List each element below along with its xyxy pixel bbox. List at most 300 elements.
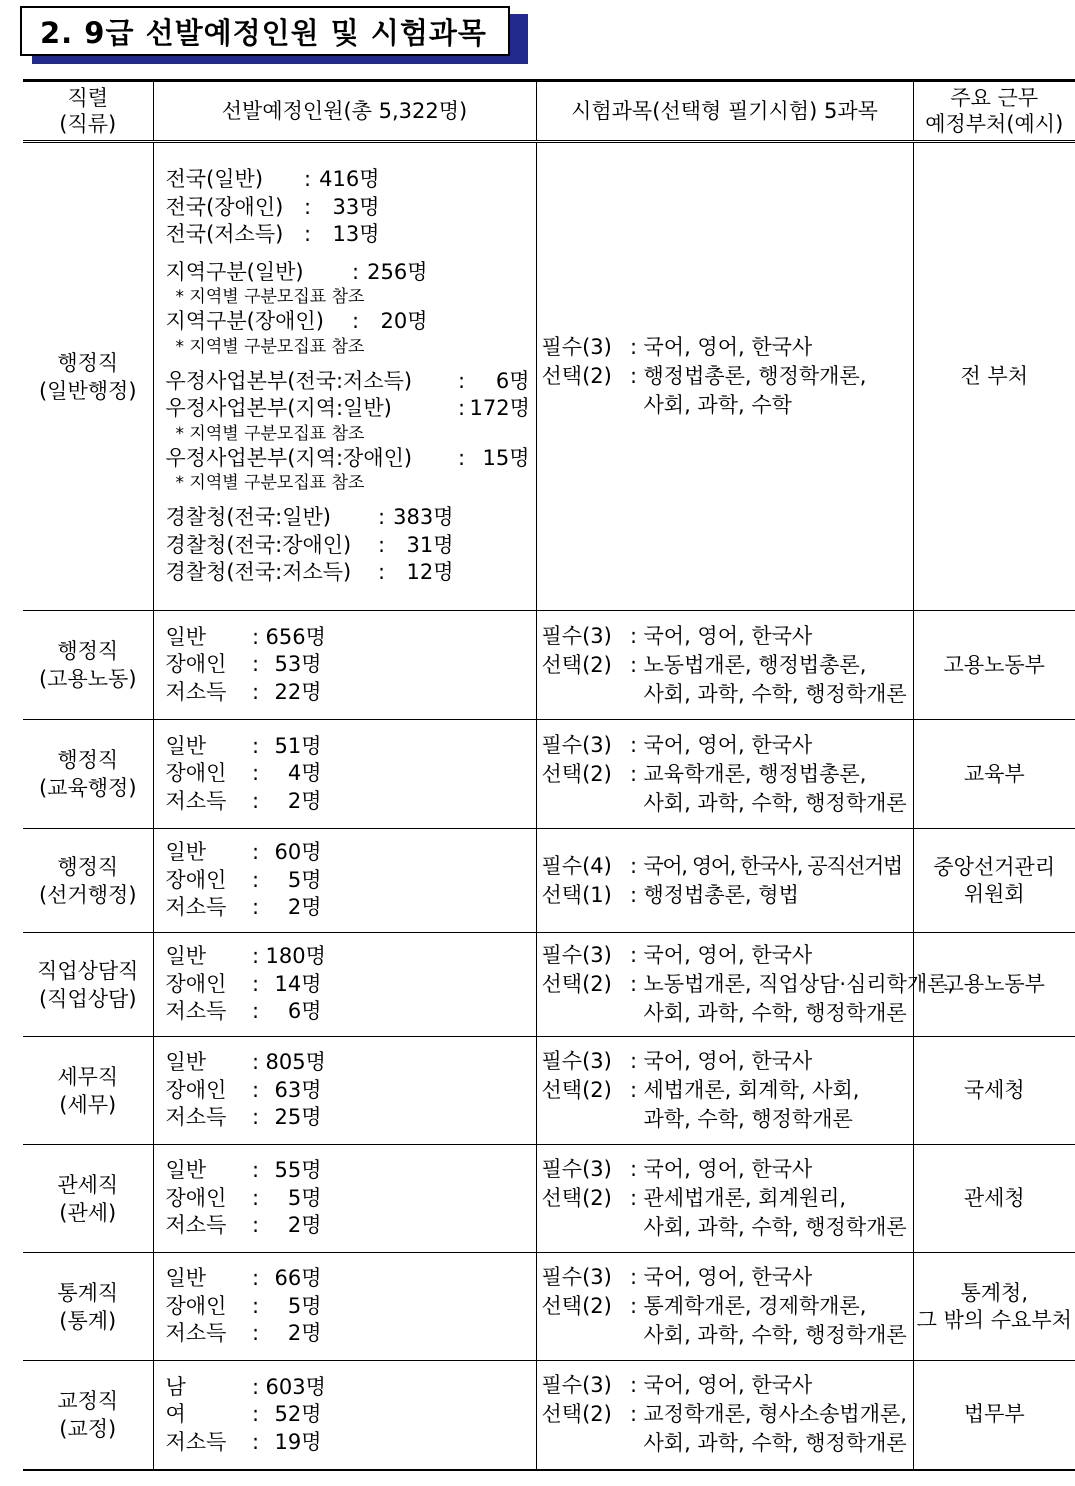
- position-line: 행정직: [57, 748, 119, 772]
- count-colon: :: [251, 1321, 260, 1346]
- count-label: 우정사업본부(지역:장애인): [165, 445, 413, 470]
- elective-continuation: [542, 789, 913, 818]
- count-value: 22명: [274, 679, 322, 704]
- required-colon: :: [629, 1049, 638, 1073]
- required-line: [542, 1047, 913, 1076]
- count-cell: [153, 1145, 536, 1253]
- count-line: [166, 1212, 536, 1240]
- elective-subjects: 세법개론, 회계학, 사회,: [643, 1078, 860, 1102]
- count-value: 603명: [265, 1374, 326, 1399]
- count-colon: :: [457, 396, 466, 421]
- elective-colon: :: [629, 761, 638, 786]
- count-value: 15명: [482, 445, 530, 470]
- elective-label: 선택(2): [541, 364, 612, 388]
- count-colon: :: [251, 652, 260, 677]
- dept-line: 중앙선거관리: [933, 854, 1056, 879]
- count-label: 전국(저소득): [165, 222, 284, 247]
- required-colon: :: [629, 732, 638, 757]
- position-cell: [23, 611, 153, 720]
- count-label: 여: [165, 1402, 186, 1426]
- count-colon: :: [251, 733, 260, 758]
- count-label: 장애인: [165, 971, 227, 996]
- elective-subjects: 행정법총론, 행정학개론,: [643, 364, 867, 388]
- elective-line: [542, 1400, 913, 1429]
- position-line: (일반행정): [38, 378, 137, 403]
- count-value: 383명: [393, 505, 454, 530]
- section-title: 2. 9급 선발예정인원 및 시험과목: [20, 6, 510, 56]
- count-colon: :: [251, 1374, 260, 1399]
- elective-subjects: 사회, 과학, 수학, 행정학개론: [643, 790, 907, 815]
- count-label: 저소득: [165, 1321, 227, 1346]
- count-colon: :: [251, 1213, 260, 1238]
- dept-cell: [913, 1037, 1075, 1145]
- count-value: 63명: [274, 1077, 322, 1102]
- required-subjects: 국어, 영어, 한국사: [643, 1373, 813, 1398]
- position-line: 통계직: [57, 1280, 119, 1305]
- count-line: [166, 368, 536, 396]
- required-subjects: 국어, 영어, 한국사: [643, 1157, 813, 1181]
- dept-line: 고용노동부: [943, 972, 1045, 996]
- count-value: 25명: [274, 1105, 322, 1130]
- count-value: 2명: [287, 1213, 322, 1238]
- count-group: [166, 1049, 536, 1132]
- count-value: 656명: [265, 624, 326, 649]
- elective-line: [542, 362, 913, 391]
- subjects-cell: [536, 142, 913, 611]
- count-line: [166, 998, 536, 1026]
- count-label: 경찰청(전국:장애인): [165, 532, 352, 557]
- position-line: 행정직: [57, 639, 119, 663]
- elective-label: 선택(2): [541, 1294, 612, 1318]
- header-dept-line2: 예정부처(예시): [925, 112, 1064, 136]
- count-line: [166, 1265, 536, 1293]
- dept-cell: [913, 829, 1075, 933]
- required-label: 필수(3): [541, 732, 612, 757]
- count-colon: :: [251, 624, 260, 649]
- elective-subjects: 교육학개론, 행정법총론,: [643, 761, 867, 786]
- count-value: 4명: [287, 761, 322, 786]
- section-title-box: [20, 6, 528, 64]
- count-line: [166, 559, 536, 587]
- elective-subjects: 관세법개론, 회계원리,: [643, 1186, 847, 1210]
- elective-line: [542, 651, 913, 680]
- count-colon: :: [303, 222, 312, 247]
- required-line: [542, 731, 913, 760]
- count-value: 2명: [287, 788, 322, 813]
- required-colon: :: [629, 853, 638, 878]
- count-line: [166, 166, 536, 194]
- count-line: [166, 259, 536, 287]
- count-label: 저소득: [165, 999, 227, 1024]
- count-colon: :: [251, 999, 260, 1024]
- count-value: 805명: [265, 1050, 326, 1075]
- count-line: [166, 504, 536, 532]
- dept-line: 고용노동부: [943, 652, 1045, 677]
- position-cell: [23, 1037, 153, 1145]
- count-value: 55명: [274, 1158, 322, 1183]
- elective-subjects: 노동법개론, 직업상담·심리학개론,: [643, 972, 955, 996]
- dept-cell: [913, 611, 1075, 720]
- elective-subjects: 사회, 과학, 수학, 행정학개론: [643, 1001, 907, 1025]
- count-group: [166, 166, 536, 249]
- count-line: [166, 1077, 536, 1105]
- count-label: 일반: [165, 944, 207, 969]
- elective-line: [542, 760, 913, 789]
- position-line: (교육행정): [38, 776, 137, 800]
- required-label: 필수(3): [541, 623, 612, 648]
- count-colon: :: [351, 309, 360, 334]
- elective-subjects: 사회, 과학, 수학, 행정학개론: [643, 1323, 907, 1347]
- count-label: 저소득: [165, 1213, 227, 1238]
- count-line: [166, 1401, 536, 1429]
- subjects-cell: [536, 1145, 913, 1253]
- position-line: 행정직: [57, 350, 119, 375]
- count-label: 장애인: [165, 867, 227, 892]
- table-row: [23, 1145, 1075, 1253]
- count-colon: :: [251, 1185, 260, 1210]
- position-line: (선거행정): [38, 882, 137, 907]
- count-label: 저소득: [165, 679, 227, 704]
- elective-continuation: [542, 999, 913, 1028]
- count-value: 5명: [287, 1293, 322, 1318]
- elective-continuation: [542, 680, 913, 709]
- dept-line: 관세청: [963, 1186, 1025, 1210]
- count-label: 지역구분(일반): [165, 259, 304, 284]
- count-cell: [153, 933, 536, 1037]
- count-label: 전국(일반): [165, 167, 264, 192]
- count-line: [166, 971, 536, 999]
- elective-colon: :: [629, 1186, 638, 1210]
- table-row: [23, 611, 1075, 720]
- count-colon: :: [377, 560, 386, 585]
- count-colon: :: [251, 1402, 260, 1426]
- count-label: 일반: [165, 840, 207, 865]
- count-group: [166, 504, 536, 587]
- count-line: [166, 760, 536, 788]
- position-line: 세무직: [57, 1064, 119, 1089]
- table-row: [23, 720, 1075, 829]
- count-group: [166, 839, 536, 922]
- count-label: 장애인: [165, 1293, 227, 1318]
- required-subjects: 국어, 영어, 한국사: [643, 335, 813, 359]
- subjects-cell: [536, 829, 913, 933]
- elective-subjects: 노동법개론, 행정법총론,: [643, 652, 867, 677]
- elective-label: 선택(2): [541, 1402, 612, 1427]
- required-colon: :: [629, 623, 638, 648]
- elective-line: [542, 1076, 913, 1105]
- elective-line: [542, 881, 913, 910]
- elective-label: 선택(2): [541, 761, 612, 786]
- count-colon: :: [251, 1050, 260, 1075]
- count-line: [166, 445, 536, 473]
- count-label: 저소득: [165, 788, 227, 813]
- position-cell: [23, 1145, 153, 1253]
- elective-colon: :: [629, 1402, 638, 1427]
- elective-subjects: 과학, 수학, 행정학개론: [643, 1107, 853, 1131]
- required-label: 필수(3): [541, 335, 612, 359]
- subjects-cell: [536, 720, 913, 829]
- count-value: 14명: [274, 971, 322, 996]
- count-line: [166, 194, 536, 222]
- header-dept-line1: 주요 근무: [950, 86, 1039, 110]
- position-line: (교정): [59, 1416, 117, 1441]
- count-label: 일반: [165, 1050, 207, 1075]
- count-value: 172명: [469, 396, 530, 421]
- position-cell: [23, 720, 153, 829]
- required-subjects: 국어, 영어, 한국사, 공직선거법: [643, 853, 902, 878]
- required-line: [542, 941, 913, 970]
- count-label: 장애인: [165, 1185, 227, 1210]
- elective-subjects: 행정법총론, 형법: [643, 882, 799, 907]
- count-value: 256명: [367, 259, 428, 284]
- position-line: (세무): [59, 1092, 117, 1117]
- count-line: [166, 1320, 536, 1348]
- count-value: 12명: [406, 560, 454, 585]
- count-colon: :: [251, 1105, 260, 1130]
- count-colon: :: [377, 505, 386, 530]
- elective-colon: :: [629, 882, 638, 907]
- count-group: [166, 368, 536, 495]
- subjects-cell: [536, 611, 913, 720]
- required-line: [542, 622, 913, 651]
- count-group: [166, 1265, 536, 1348]
- count-line: [166, 943, 536, 971]
- count-label: 우정사업본부(지역:일반): [165, 396, 392, 421]
- header-subjects: 시험과목(선택형 필기시험) 5과목: [536, 81, 913, 142]
- count-colon: :: [251, 1077, 260, 1102]
- table-row: [23, 142, 1075, 611]
- count-group: [166, 1157, 536, 1240]
- elective-colon: :: [629, 1078, 638, 1102]
- dept-line: 그 밖의 수요부처: [916, 1307, 1072, 1332]
- table-row: [23, 1037, 1075, 1145]
- count-colon: :: [457, 368, 466, 393]
- required-label: 필수(3): [541, 1157, 612, 1181]
- dept-cell: [913, 1361, 1075, 1470]
- required-colon: :: [629, 1265, 638, 1289]
- elective-continuation: [542, 1321, 913, 1350]
- required-line: [542, 1371, 913, 1400]
- required-line: [542, 333, 913, 362]
- count-label: 장애인: [165, 1077, 227, 1102]
- table-row: [23, 1253, 1075, 1361]
- count-label: 일반: [165, 624, 207, 649]
- elective-continuation: [542, 391, 913, 420]
- count-line: [166, 867, 536, 895]
- count-line: [166, 1185, 536, 1213]
- count-value: 31명: [406, 532, 454, 557]
- position-line: (관세): [59, 1200, 117, 1225]
- dept-line: 법무부: [963, 1402, 1025, 1427]
- elective-label: 선택(2): [541, 1186, 612, 1210]
- position-cell: [23, 1253, 153, 1361]
- position-cell: [23, 933, 153, 1037]
- dept-line: 전 부처: [960, 364, 1029, 388]
- count-value: 5명: [287, 1185, 322, 1210]
- count-cell: [153, 142, 536, 611]
- count-line: [166, 733, 536, 761]
- count-label: 남: [165, 1374, 186, 1399]
- elective-label: 선택(2): [541, 1078, 612, 1102]
- count-label: 일반: [165, 1158, 207, 1183]
- count-note: * 지역별 구분모집표 참조: [175, 336, 365, 357]
- dept-cell: [913, 1145, 1075, 1253]
- count-colon: :: [377, 532, 386, 557]
- elective-line: [542, 1292, 913, 1321]
- count-value: 52명: [274, 1402, 322, 1426]
- count-cell: [153, 1253, 536, 1361]
- count-group: [166, 624, 536, 707]
- required-line: [542, 852, 913, 881]
- elective-colon: :: [629, 1294, 638, 1318]
- count-colon: :: [303, 167, 312, 192]
- count-line: [166, 679, 536, 707]
- count-value: 6명: [287, 999, 322, 1024]
- count-note: * 지역별 구분모집표 참조: [175, 473, 365, 494]
- position-line: (고용노동): [38, 667, 137, 691]
- count-group: [166, 943, 536, 1026]
- count-label: 일반: [165, 1266, 207, 1291]
- count-group: [166, 259, 536, 358]
- elective-line: [542, 1184, 913, 1213]
- count-group: [166, 1374, 536, 1457]
- required-subjects: 국어, 영어, 한국사: [643, 1265, 813, 1289]
- count-value: 53명: [274, 652, 322, 677]
- subjects-cell: [536, 1361, 913, 1470]
- count-cell: [153, 1037, 536, 1145]
- required-line: [542, 1155, 913, 1184]
- count-label: 경찰청(전국:일반): [165, 505, 331, 530]
- count-label: 장애인: [165, 652, 227, 677]
- count-value: 180명: [265, 944, 326, 969]
- dept-line: 교육부: [963, 761, 1025, 786]
- count-colon: :: [351, 259, 360, 284]
- position-line: 직업상담직: [37, 958, 139, 983]
- count-value: 51명: [274, 733, 322, 758]
- count-label: 지역구분(장애인): [165, 309, 324, 334]
- elective-subjects: 사회, 과학, 수학, 행정학개론: [643, 1215, 907, 1239]
- count-value: 13명: [332, 222, 380, 247]
- elective-subjects: 교정학개론, 형사소송법개론,: [643, 1402, 907, 1427]
- header-dept: [913, 81, 1075, 142]
- position-cell: [23, 1361, 153, 1470]
- position-line: (직업상담): [38, 986, 137, 1011]
- elective-continuation: [542, 1213, 913, 1242]
- count-note: * 지역별 구분모집표 참조: [175, 287, 365, 308]
- required-label: 필수(3): [541, 943, 612, 967]
- required-label: 필수(3): [541, 1049, 612, 1073]
- count-line: [166, 788, 536, 816]
- count-colon: :: [251, 895, 260, 920]
- count-cell: [153, 611, 536, 720]
- position-cell: [23, 829, 153, 933]
- count-label: 우정사업본부(전국:저소득): [165, 368, 413, 393]
- position-line: (통계): [59, 1308, 117, 1333]
- count-group: [166, 733, 536, 816]
- count-label: 저소득: [165, 1105, 227, 1130]
- required-label: 필수(4): [541, 853, 612, 878]
- count-line: [166, 1374, 536, 1402]
- elective-label: 선택(2): [541, 652, 612, 677]
- count-colon: :: [457, 445, 466, 470]
- count-label: 저소득: [165, 1429, 227, 1454]
- count-colon: :: [251, 867, 260, 892]
- count-cell: [153, 829, 536, 933]
- position-line: 교정직: [57, 1388, 119, 1413]
- count-colon: :: [303, 194, 312, 219]
- dept-line: 통계청,: [960, 1280, 1029, 1305]
- elective-subjects: 사회, 과학, 수학, 행정학개론: [643, 681, 907, 706]
- count-value: 66명: [274, 1266, 322, 1291]
- required-subjects: 국어, 영어, 한국사: [643, 1049, 813, 1073]
- count-line: [166, 1104, 536, 1132]
- count-line: [166, 532, 536, 560]
- count-label: 일반: [165, 733, 207, 758]
- count-line: [166, 1293, 536, 1321]
- elective-subjects: 사회, 과학, 수학, 행정학개론: [643, 1431, 907, 1456]
- count-colon: :: [251, 788, 260, 813]
- header-position-line1: 직렬: [67, 86, 109, 110]
- required-subjects: 국어, 영어, 한국사: [643, 623, 813, 648]
- count-line: [166, 624, 536, 652]
- position-line: 행정직: [57, 854, 119, 879]
- recruitment-table: [23, 79, 1075, 1471]
- subjects-cell: [536, 933, 955, 1037]
- count-colon: :: [251, 944, 260, 969]
- header-position: [23, 81, 153, 142]
- count-value: 19명: [274, 1429, 322, 1454]
- required-colon: :: [629, 335, 638, 359]
- count-colon: :: [251, 1158, 260, 1183]
- count-colon: :: [251, 840, 260, 865]
- count-label: 장애인: [165, 761, 227, 786]
- count-value: 5명: [287, 867, 322, 892]
- elective-colon: :: [629, 972, 638, 996]
- count-label: 저소득: [165, 895, 227, 920]
- count-line: [166, 221, 536, 249]
- elective-label: 선택(2): [541, 972, 612, 996]
- elective-colon: :: [629, 364, 638, 388]
- elective-continuation: [542, 1429, 913, 1458]
- count-cell: [153, 1361, 536, 1470]
- dept-cell: [913, 142, 1075, 611]
- required-subjects: 국어, 영어, 한국사: [643, 732, 813, 757]
- elective-continuation: [542, 1105, 913, 1134]
- count-label: 경찰청(전국:저소득): [165, 560, 352, 585]
- required-label: 필수(3): [541, 1373, 612, 1398]
- count-value: 33명: [332, 194, 380, 219]
- table-header-row: [23, 81, 1075, 142]
- header-count: 선발예정인원(총 5,322명): [153, 81, 536, 142]
- count-line: [166, 839, 536, 867]
- dept-line: 위원회: [963, 881, 1025, 906]
- count-colon: :: [251, 761, 260, 786]
- count-line: [166, 1049, 536, 1077]
- count-value: 2명: [287, 1321, 322, 1346]
- elective-line: [541, 970, 955, 999]
- dept-line: 국세청: [963, 1078, 1025, 1102]
- required-subjects: 국어, 영어, 한국사: [643, 943, 813, 967]
- count-value: 60명: [274, 840, 322, 865]
- count-line: [166, 651, 536, 679]
- table-row: [23, 933, 1075, 1037]
- count-line: [166, 1157, 536, 1185]
- elective-subjects: 사회, 과학, 수학: [643, 393, 792, 417]
- elective-subjects: 통계학개론, 경제학개론,: [643, 1294, 867, 1318]
- count-label: 전국(장애인): [165, 194, 284, 219]
- count-colon: :: [251, 971, 260, 996]
- elective-label: 선택(1): [541, 882, 612, 907]
